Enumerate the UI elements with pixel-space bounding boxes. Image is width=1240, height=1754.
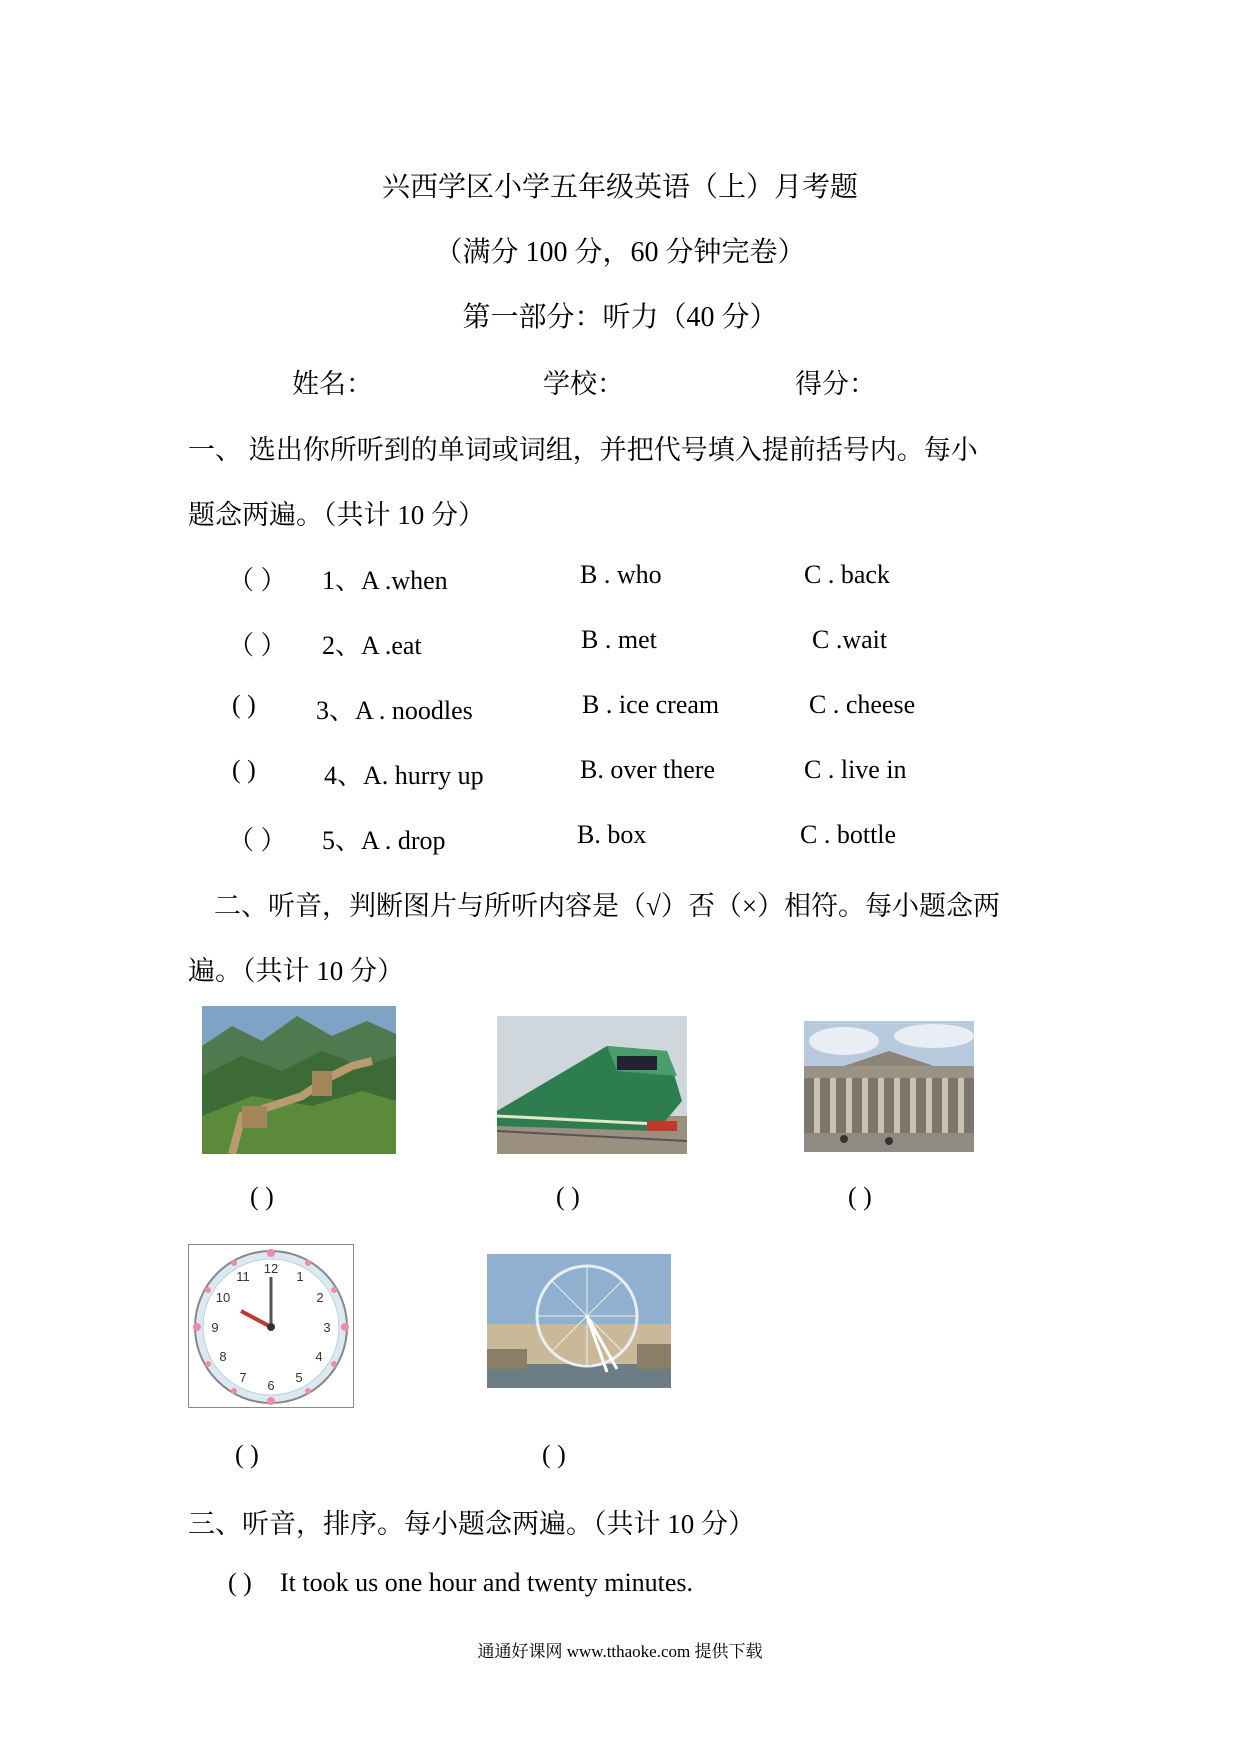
page-subtitle: （满分 100 分，60 分钟完卷） (434, 237, 806, 268)
answer-bracket[interactable]: （ ） (228, 631, 287, 660)
question-option-c: C . live in (804, 755, 907, 784)
question-option-a: 1、A .when (322, 566, 448, 595)
question-option-a: 4、A. hurry up (324, 761, 484, 790)
picture-answer-bracket[interactable]: ( ) (848, 1182, 872, 1211)
great-wall-photo (202, 1006, 396, 1154)
score-field-label: 得分： (795, 369, 876, 399)
question-option-a: 3、A . noodles (316, 696, 473, 725)
question-option-b: B . who (580, 560, 662, 589)
clock-number: 1 (296, 1269, 304, 1284)
clock-number: 7 (239, 1370, 247, 1385)
clock-number: 3 (323, 1320, 331, 1335)
clock-number: 8 (219, 1349, 227, 1364)
green-train-photo (497, 1016, 687, 1154)
question-option-b: B . met (581, 625, 657, 654)
clock-number: 9 (211, 1320, 219, 1335)
page-footer: 通通好课网 www.tthaoke.com 提供下载 (477, 1642, 763, 1661)
order-answer-bracket[interactable]: ( ) (228, 1568, 252, 1597)
section1-instruction-cont: 题念两遍。（共计 10 分） (188, 500, 485, 530)
answer-bracket[interactable]: （ ） (228, 826, 287, 855)
question-option-c: C . bottle (800, 820, 897, 849)
question-option-c: C . back (804, 560, 890, 589)
picture-answer-bracket[interactable]: ( ) (235, 1440, 259, 1469)
name-field-label: 姓名： (292, 369, 373, 399)
clock-number: 11 (236, 1269, 250, 1284)
answer-bracket[interactable]: ( ) (232, 755, 256, 784)
clock-number: 10 (215, 1290, 231, 1305)
question-option-b: B. over there (580, 755, 716, 784)
museum-photo (804, 1021, 974, 1152)
answer-bracket[interactable]: （ ） (228, 566, 287, 595)
section3-instruction: 三、听音，排序。每小题念两遍。（共计 10 分） (188, 1509, 755, 1539)
question-option-c: C . cheese (809, 690, 916, 719)
question-option-a: 5、A . drop (322, 826, 446, 855)
question-option-a: 2、A .eat (322, 631, 422, 660)
school-field-label: 学校： (543, 369, 624, 399)
section1-instruction: 一、 选出你所听到的单词或词组，并把代号填入提前括号内。每小 (188, 435, 978, 465)
clock-number: 12 (263, 1261, 279, 1276)
question-option-b: B . ice cream (582, 690, 720, 719)
clock-picture (188, 1244, 354, 1408)
clock-number: 6 (267, 1378, 275, 1393)
section2-instruction: 二、听音，判断图片与所听内容是（√）否（×）相符。每小题念两 (214, 891, 1001, 921)
part-heading: 第一部分：听力（40 分） (462, 302, 778, 333)
answer-bracket[interactable]: ( ) (232, 690, 256, 719)
clock-number: 4 (315, 1349, 323, 1364)
picture-answer-bracket[interactable]: ( ) (556, 1182, 580, 1211)
ferris-wheel-photo (487, 1254, 671, 1388)
question-option-b: B. box (577, 820, 647, 849)
picture-answer-bracket[interactable]: ( ) (250, 1182, 274, 1211)
clock-number: 2 (316, 1290, 324, 1305)
clock-number: 5 (295, 1370, 303, 1385)
question-option-c: C .wait (812, 625, 888, 654)
page-title: 兴西学区小学五年级英语（上）月考题 (381, 172, 858, 203)
section2-instruction-cont: 遍。（共计 10 分） (188, 956, 404, 986)
order-item-text: It took us one hour and twenty minutes. (280, 1568, 694, 1597)
picture-answer-bracket[interactable]: ( ) (542, 1440, 566, 1469)
